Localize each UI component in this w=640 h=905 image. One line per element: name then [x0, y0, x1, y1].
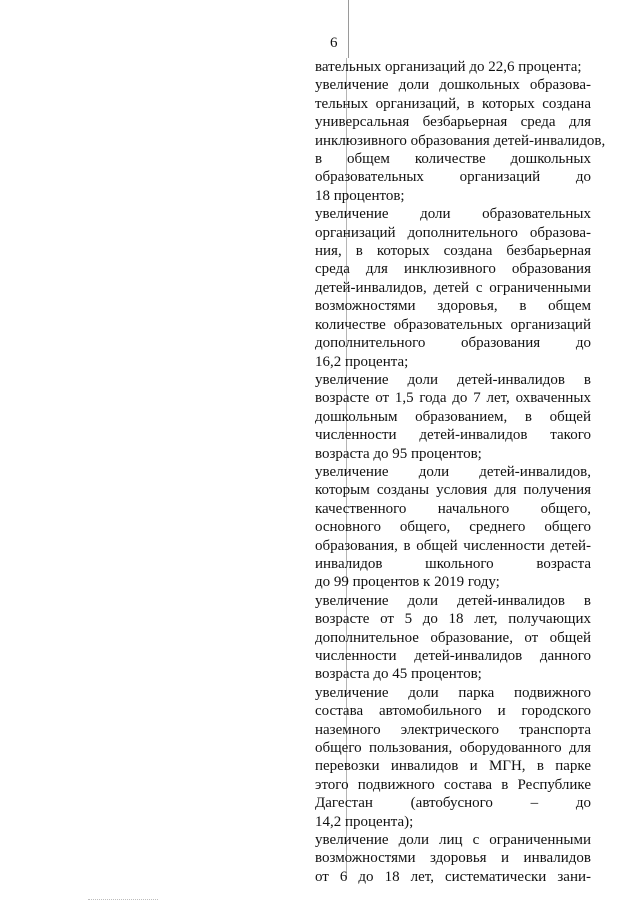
text-line: образовательных организаций до — [315, 169, 591, 186]
text-line: которым созданы условия для получения — [315, 482, 591, 499]
paragraph — [315, 58, 591, 76]
text-line: численности детей-инвалидов такого — [315, 427, 591, 444]
text-line: перевозки инвалидов и МГН, в парке — [315, 758, 591, 775]
text-line: вательных организаций до 22,6 процента; — [315, 59, 582, 75]
scan-binding-line-top — [348, 0, 349, 58]
text-line: возрасте от 1,5 года до 7 лет, охваченных — [315, 390, 591, 407]
text-line: состава автомобильного и городского — [315, 703, 591, 720]
text-line: увеличение доли детей-инвалидов в — [315, 592, 591, 609]
text-line: качественного начального общего, — [315, 500, 591, 517]
text-line: основного общего, среднего общего — [315, 519, 591, 536]
paragraph — [315, 684, 591, 831]
paragraph — [315, 205, 591, 371]
text-line: возраста до 45 процентов; — [315, 666, 482, 683]
text-line: общего пользования, оборудованного для — [315, 740, 591, 757]
text-line: возможностями здоровья, в общем — [315, 298, 591, 315]
text-line: возрасте от 5 до 18 лет, получающих — [315, 611, 591, 628]
text-line: 18 процентов; — [315, 187, 405, 204]
text-line: возможностями здоровья и инвалидов — [315, 850, 591, 867]
text-line: увеличение доли парка подвижного — [315, 684, 591, 701]
text-line: численности детей-инвалидов данного — [315, 648, 591, 664]
text-line: среда для инклюзивного образования — [315, 261, 591, 278]
scan-artifact-dots — [88, 899, 158, 900]
text-line: в общем количестве дошкольных — [315, 151, 591, 168]
page-number: 6 — [330, 35, 338, 51]
text-line: Дагестан (автобусного – до — [315, 795, 591, 812]
text-line: детей-инвалидов, детей с ограниченными — [315, 279, 591, 296]
text-line: организаций дополнительного образова- — [315, 224, 591, 241]
text-line: инвалидов школьного возраста — [315, 555, 591, 572]
text-line: увеличение доли дошкольных образова- — [315, 77, 591, 94]
text-line: от 6 до 18 лет, систематически зани- — [315, 868, 591, 885]
text-line: увеличение доли детей-инвалидов, — [315, 463, 591, 480]
paragraph — [315, 76, 606, 205]
text-line: этого подвижного состава в Республике — [315, 776, 591, 793]
paragraph — [315, 463, 591, 592]
text-line: количестве образовательных организаций — [315, 316, 591, 333]
text-line: образования, в общей численности детей- — [315, 537, 591, 554]
text-line: ния, в которых создана безбарьерная — [315, 243, 591, 260]
text-line: возраста до 95 процентов; — [315, 445, 482, 462]
text-line: до 99 процентов к 2019 году; — [315, 574, 500, 591]
document-body — [315, 58, 606, 886]
text-line: увеличение доли образовательных — [315, 206, 591, 223]
text-line: дополнительного образования до — [315, 335, 591, 352]
text-line: наземного электрического транспорта — [315, 721, 591, 738]
text-line: дошкольным образованием, в общей — [315, 408, 591, 425]
text-line: дополнительное образование, от общей — [315, 629, 591, 646]
text-line: увеличение доли детей-инвалидов в — [315, 371, 591, 388]
paragraph — [315, 371, 591, 463]
text-line: 14,2 процента); — [315, 813, 414, 830]
text-line: инклюзивного образования детей-инвалидов, — [315, 132, 606, 149]
paragraph — [315, 831, 591, 886]
text-line: увеличение доли лиц с ограниченными — [315, 832, 591, 849]
paragraph — [315, 592, 591, 684]
text-line: универсальная безбарьерная среда для — [315, 114, 591, 131]
text-line: тельных организаций, в которых создана — [315, 95, 591, 112]
text-line: 16,2 процента; — [315, 353, 409, 370]
